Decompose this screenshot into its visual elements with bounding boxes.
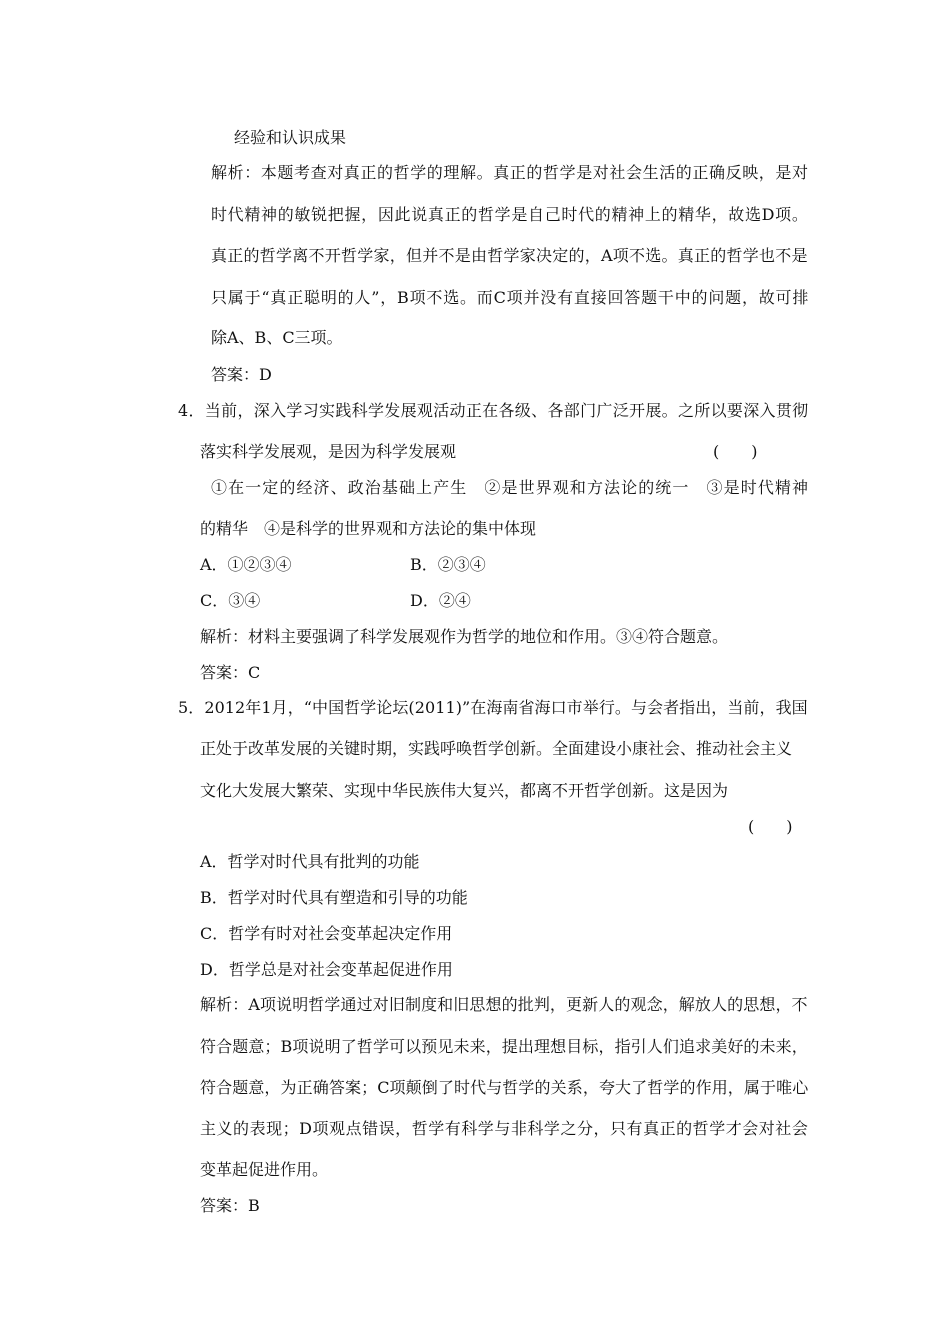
q4-answer-blank: ( ) [713, 442, 758, 461]
q3-analysis-line-3: 真正的哲学离不开哲学家，但并不是由哲学家决定的，A项不选。真正的哲学也不是 [211, 246, 808, 265]
q3-analysis-line-1: 解析：本题考查对真正的哲学的理解。真正的哲学是对社会生活的正确反映，是对 [211, 163, 809, 182]
q5-option-a: A．哲学对时代具有批判的功能 [200, 852, 420, 871]
q3-answer: 答案：D [211, 365, 272, 384]
q5-stem-line-3: 文化大发展大繁荣、实现中华民族伟大复兴，都离不开哲学创新。这是因为 [200, 781, 729, 800]
q3-analysis-line-5: 除A、B、C三项。 [211, 328, 343, 347]
q4-option-b: B．②③④ [410, 555, 486, 574]
q4-stem-line-1: 4．当前，深入学习实践科学发展观活动正在各级、各部门广泛开展。之所以要深入贯彻 [178, 401, 809, 420]
q5-analysis-line-1: 解析：A项说明哲学通过对旧制度和旧思想的批判，更新人的观念，解放人的思想，不 [200, 995, 808, 1014]
q5-option-d: D．哲学总是对社会变革起促进作用 [200, 960, 453, 979]
q5-answer: 答案：B [200, 1196, 260, 1215]
q4-answer: 答案：C [200, 663, 261, 682]
q3-analysis-line-4: 只属于“真正聪明的人”，B项不选。而C项并没有直接回答题干中的问题，故可排 [211, 288, 810, 307]
q4-items-line-1: ①在一定的经济、政治基础上产生 ②是世界观和方法论的统一 ③是时代精神 [211, 478, 810, 497]
q5-analysis-line-3: 符合题意，为正确答案；C项颠倒了时代与哲学的关系，夸大了哲学的作用，属于唯心 [200, 1078, 809, 1097]
q4-items-line-2: 的精华 ④是科学的世界观和方法论的集中体现 [200, 519, 537, 538]
q4-option-d: D．②④ [410, 591, 471, 610]
q3-analysis-line-2: 时代精神的敏锐把握，因此说真正的哲学是自己时代的精神上的精华，故选D项。 [211, 205, 809, 224]
q5-answer-blank: ( ) [748, 817, 793, 836]
q3-option-continuation: 经验和认识成果 [234, 128, 347, 147]
q4-option-a: A．①②③④ [200, 555, 292, 574]
q5-analysis-line-2: 符合题意；B项说明了哲学可以预见未来，提出理想目标，指引人们追求美好的未来， [200, 1037, 808, 1056]
q4-option-c: C．③④ [200, 591, 261, 610]
q5-option-b: B．哲学对时代具有塑造和引导的功能 [200, 888, 468, 907]
q4-analysis: 解析：材料主要强调了科学发展观作为哲学的地位和作用。③④符合题意。 [200, 627, 729, 646]
q4-stem-line-2: 落实科学发展观，是因为科学发展观 [200, 442, 457, 461]
q5-stem-line-1: 5．2012年1月，“中国哲学论坛(2011)”在海南省海口市举行。与会者指出，当前，我国 [178, 698, 808, 717]
q5-option-c: C．哲学有时对社会变革起决定作用 [200, 924, 453, 943]
q5-analysis-line-5: 变革起促进作用。 [200, 1160, 329, 1179]
q5-stem-line-2: 正处于改革发展的关键时期，实践呼唤哲学创新。全面建设小康社会、推动社会主义 [200, 739, 793, 758]
q5-analysis-line-4: 主义的表现；D项观点错误，哲学有科学与非科学之分，只有真正的哲学才会对社会 [200, 1119, 809, 1138]
